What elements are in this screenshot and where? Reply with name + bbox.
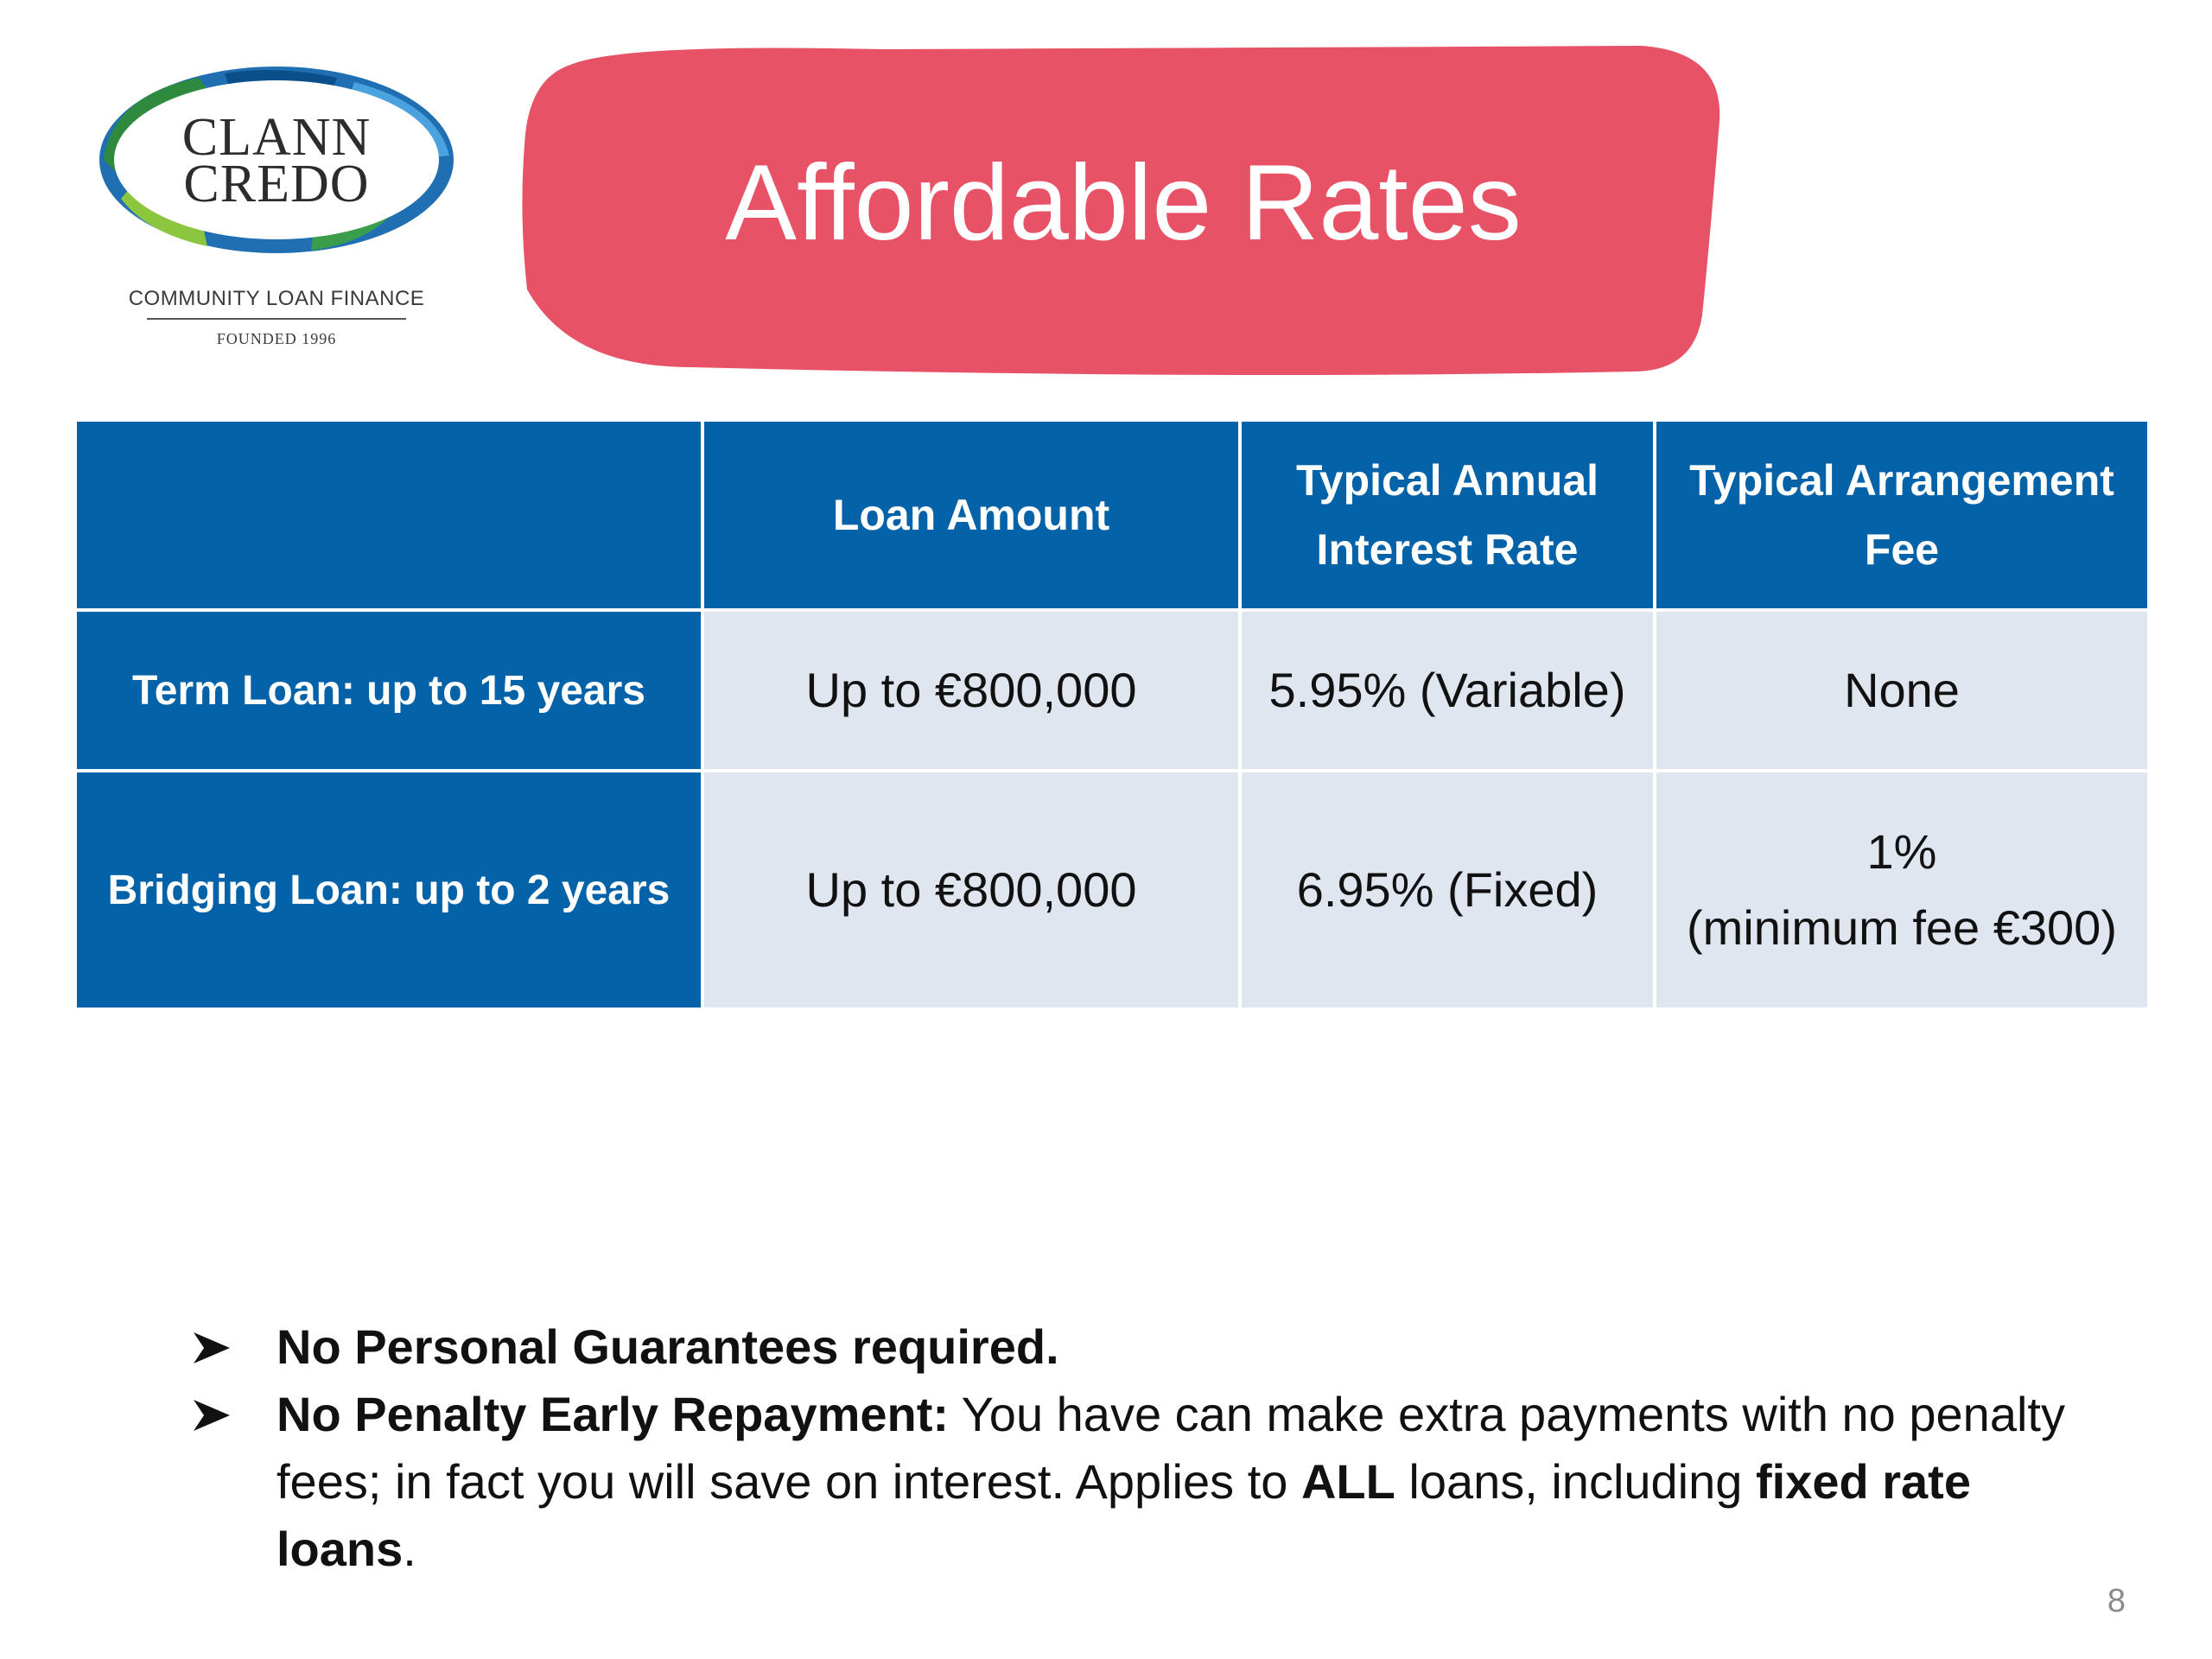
cell-loan-amount: Up to €800,000 — [702, 771, 1240, 1009]
header-loan-amount: Loan Amount — [702, 420, 1240, 610]
cell-arrangement-fee — [1655, 771, 2149, 1009]
arrow-bullet-icon — [192, 1331, 232, 1365]
table-header-row — [75, 420, 2149, 610]
clann-credo-logo — [95, 60, 458, 363]
row-label-bridging-loan: Bridging Loan: up to 2 years — [75, 771, 702, 1009]
bullet-bold: No Penalty Early Repayment: — [276, 1387, 950, 1441]
bullet-bold-all: ALL — [1300, 1454, 1395, 1509]
table-row — [75, 610, 2149, 771]
header-interest-rate: Typical Annual Interest Rate — [1240, 420, 1655, 610]
bullet-text: You have can make extra payments with no penalty fees; in fact you will save on interest. Applies to — [276, 1387, 2065, 1509]
bullet-bold-fixed-rate: fixed rate loans — [276, 1454, 1971, 1576]
cell-arrangement-fee — [1655, 610, 2149, 771]
row-label-term-loan: Term Loan: up to 15 years — [75, 610, 702, 771]
rates-table — [73, 418, 2151, 1011]
list-item — [190, 1381, 2091, 1583]
cell-loan-amount: Up to €800,000 — [702, 610, 1240, 771]
logo-name-line1: CLANN — [181, 108, 372, 167]
cell-interest-rate: 5.95% (Variable) — [1240, 610, 1655, 771]
fee-line2: (minimum fee €300) — [1687, 900, 2117, 955]
table-row — [75, 771, 2149, 1009]
header-empty-cell — [75, 420, 702, 610]
fee-line1: None — [1844, 663, 1960, 717]
bullet-list — [190, 1313, 2091, 1583]
logo-divider — [147, 318, 406, 320]
cell-interest-rate: 6.95% (Fixed) — [1240, 771, 1655, 1009]
bullet-text: . — [403, 1522, 416, 1576]
page-number: 8 — [2107, 1583, 2126, 1619]
fee-line1: 1% — [1866, 824, 1937, 879]
arrow-bullet-icon — [192, 1398, 232, 1433]
logo-founded: FOUNDED 1996 — [216, 330, 337, 347]
title-banner — [518, 39, 1728, 385]
logo-tagline: COMMUNITY LOAN FINANCE — [128, 287, 425, 310]
page-title: Affordable Rates — [725, 143, 1522, 263]
list-item — [190, 1313, 2091, 1381]
bullet-bold: No Personal Guarantees required. — [276, 1319, 1059, 1374]
bullet-text: loans, including — [1395, 1454, 1756, 1509]
logo-name-line2: CREDO — [183, 155, 370, 213]
header-arrangement-fee: Typical Arrangement Fee — [1655, 420, 2149, 610]
